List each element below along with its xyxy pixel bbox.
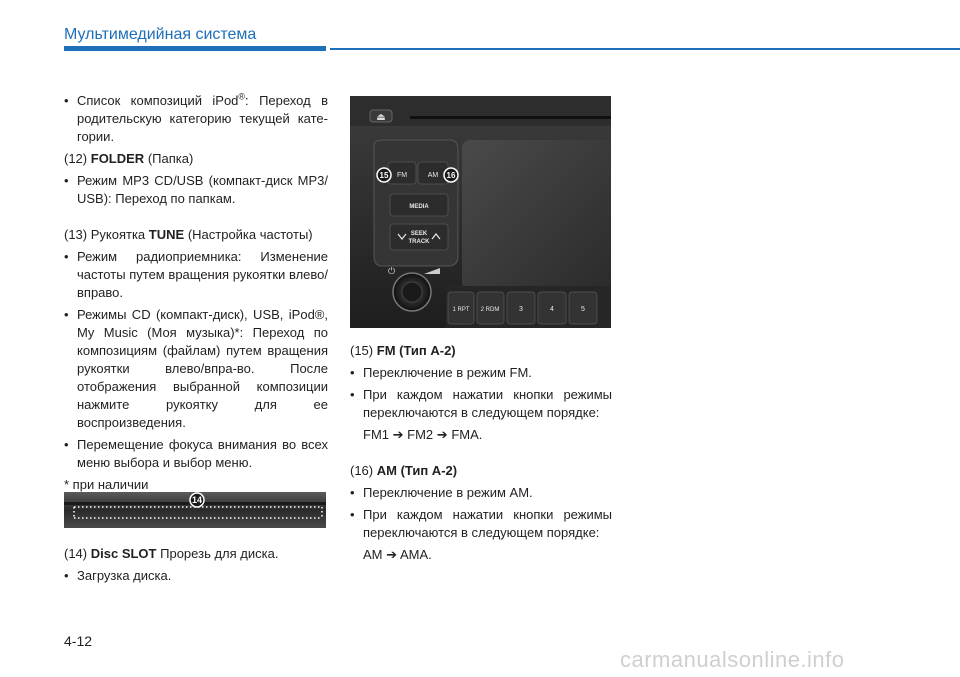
arrow-icon: ➔ — [436, 427, 448, 442]
arrow-icon: ➔ — [386, 547, 398, 562]
bullet-fm-cycle: • При каждом нажатии кнопки режимы переключаются в следующем порядке: — [350, 387, 612, 420]
svg-text:4: 4 — [550, 306, 554, 313]
preset-5 — [569, 292, 597, 324]
section-14-heading: (14) Disc SLOT Прорезь для диска. — [64, 546, 279, 561]
right-column — [350, 342, 612, 568]
svg-text:1 RPT: 1 RPT — [452, 307, 470, 313]
left-column — [64, 92, 328, 498]
preset-3 — [507, 292, 535, 324]
svg-text:15: 15 — [379, 171, 389, 180]
svg-text:AM: AM — [427, 172, 439, 179]
svg-text:FM: FM — [396, 172, 408, 179]
watermark: carmanualsonline.info — [620, 647, 845, 672]
svg-text:MEDIA: MEDIA — [409, 204, 429, 210]
disc-slot-figure — [64, 492, 326, 528]
svg-text:2 RDM: 2 RDM — [480, 307, 500, 313]
svg-text:14: 14 — [191, 495, 203, 505]
radio-panel-figure — [350, 96, 611, 328]
preset-4 — [538, 292, 566, 324]
am-button — [418, 162, 448, 184]
badge-16 — [444, 168, 458, 182]
preset-1 — [448, 292, 474, 324]
bullet-am-mode: • Переключение в режим AM. — [350, 485, 533, 500]
section-16-heading: (16) AM (Тип A-2) — [350, 463, 458, 478]
page-number: 4-12 — [64, 633, 93, 649]
left-column-bottom — [64, 545, 328, 589]
svg-text:TRACK: TRACK — [408, 239, 430, 245]
svg-text:3: 3 — [519, 306, 523, 313]
header-bar-light — [330, 48, 960, 50]
fm-button — [388, 162, 416, 184]
media-button — [390, 194, 448, 216]
svg-text:16: 16 — [446, 171, 456, 180]
bullet-fm-mode: • Переключение в режим FM. — [350, 365, 532, 380]
fm-sequence: FM1 ➔ FM2 ➔ FMA. — [363, 427, 483, 442]
svg-text:SEEK: SEEK — [410, 231, 428, 237]
svg-text:⏏: ⏏ — [376, 112, 386, 123]
header-title: Мультимедийная система — [64, 26, 257, 43]
section-15-heading: (15) FM (Тип A-2) — [350, 343, 456, 358]
bullet-disc-load: • Загрузка диска. — [64, 568, 172, 583]
header-bar-dark — [64, 46, 326, 51]
section-12-heading: (12) FOLDER (Папка) — [64, 151, 194, 166]
svg-text:5: 5 — [581, 306, 585, 313]
badge-14 — [190, 493, 204, 507]
bullet-focus-move: • Перемещение фокуса внимания во всех меню выбора и выбор меню. — [64, 437, 328, 470]
bullet-cd-usb-tune: • Режимы CD (компакт-диск), USB, iPod®, My Music (Моя музыка)*: Переход по композициям (файлам) путем вращения рукоятки влево/впра-во. После отображения выбранной композиции нажмите рукоятку для ее воспроизведения. — [64, 307, 328, 430]
section-13-heading: (13) Рукоятка TUNE (Настройка частоты) — [64, 227, 313, 242]
bullet-radio-tune: • Режим радиоприемника: Изменение частоты путем вращения рукоятки влево/вправо. — [64, 249, 328, 300]
bullet-ipod-list: • Список композиций iPod®: Переход в родительскую категорию текущей кате-гории. — [64, 91, 329, 144]
availability-note: * при наличии — [64, 477, 149, 492]
badge-15 — [377, 168, 391, 182]
arrow-icon: ➔ — [392, 427, 404, 442]
bullet-mp3-folder: • Режим MP3 CD/USB (компакт-диск MP3/ USB): Переход по папкам. — [64, 173, 328, 206]
svg-text:⏻: ⏻ — [388, 267, 396, 277]
seek-track-button — [390, 224, 448, 250]
preset-2 — [477, 292, 504, 324]
bullet-am-cycle: • При каждом нажатии кнопки режимы переключаются в следующем порядке: — [350, 507, 612, 540]
am-sequence: AM ➔ AMA. — [363, 547, 432, 562]
